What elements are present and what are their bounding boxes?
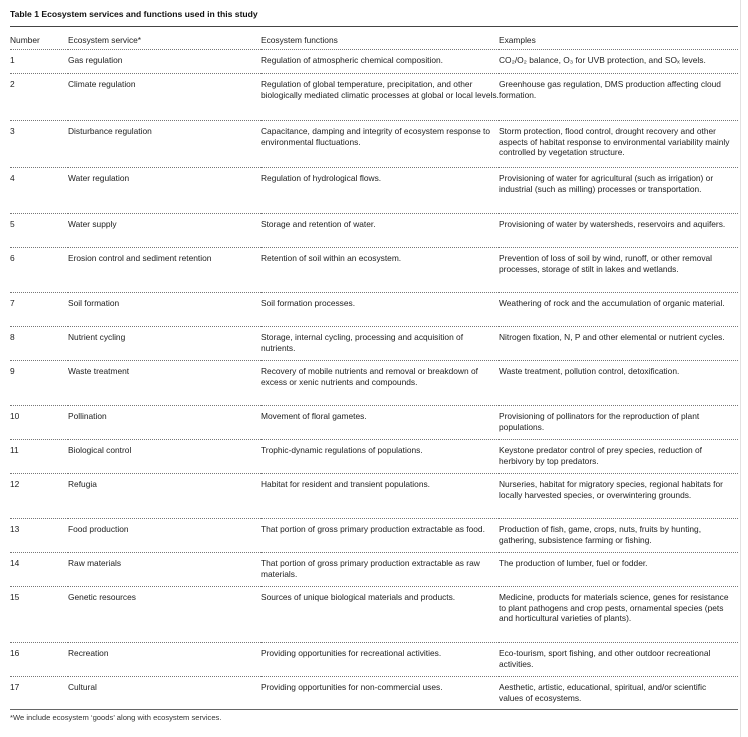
table-row	[10, 587, 738, 643]
cell-example: The production of lumber, fuel or fodder.	[499, 553, 738, 587]
cell-number: 14	[10, 553, 68, 587]
cell-function: Trophic-dynamic regulations of populations.	[261, 440, 499, 474]
table-row	[10, 643, 738, 677]
cell-service: Genetic resources	[68, 587, 261, 643]
table-row	[10, 248, 738, 293]
ecosystem-services-table	[10, 29, 738, 710]
table-row	[10, 50, 738, 74]
bottom-rule	[10, 709, 738, 710]
cell-function: Recovery of mobile nutrients and removal or breakdown of excess or xenic nutrients and compounds.	[261, 361, 499, 406]
table-row	[10, 440, 738, 474]
cell-function: Regulation of hydrological flows.	[261, 168, 499, 214]
cell-number: 2	[10, 74, 68, 121]
cell-example: Nurseries, habitat for migratory species, regional habitats for locally harvested species, or overwintering grounds.	[499, 474, 738, 519]
header-examples: Examples	[499, 29, 738, 50]
title-rule	[10, 26, 738, 27]
cell-example: Nitrogen fixation, N, P and other elemental or nutrient cycles.	[499, 327, 738, 361]
header-row	[10, 29, 738, 50]
table-row	[10, 121, 738, 168]
cell-service: Food production	[68, 519, 261, 553]
cell-example: Aesthetic, artistic, educational, spiritual, and/or scientific values of ecosystems.	[499, 677, 738, 710]
cell-service: Climate regulation	[68, 74, 261, 121]
cell-service: Erosion control and sediment retention	[68, 248, 261, 293]
cell-number: 7	[10, 293, 68, 327]
cell-service: Cultural	[68, 677, 261, 710]
cell-example: Keystone predator control of prey species, reduction of herbivory by top predators.	[499, 440, 738, 474]
table-title: Table 1 Ecosystem services and functions used in this study	[10, 9, 258, 19]
cell-service: Water supply	[68, 214, 261, 248]
cell-function: Retention of soil within an ecosystem.	[261, 248, 499, 293]
cell-function: Regulation of global temperature, precipitation, and other biologically mediated climatic processes at global or local levels.	[261, 74, 499, 121]
cell-example: Medicine, products for materials science, genes for resistance to plant pathogens and crop pests, ornamental species (pets and horticultural varieties of plants).	[499, 587, 738, 643]
table-row	[10, 74, 738, 121]
cell-service: Recreation	[68, 643, 261, 677]
cell-number: 8	[10, 327, 68, 361]
cell-number: 11	[10, 440, 68, 474]
cell-example: Weathering of rock and the accumulation of organic material.	[499, 293, 738, 327]
cell-service: Nutrient cycling	[68, 327, 261, 361]
cell-function: Sources of unique biological materials and products.	[261, 587, 499, 643]
cell-number: 16	[10, 643, 68, 677]
cell-service: Disturbance regulation	[68, 121, 261, 168]
cell-example: Provisioning of water by watersheds, reservoirs and aquifers.	[499, 214, 738, 248]
cell-function: Providing opportunities for non-commercial uses.	[261, 677, 499, 710]
cell-service: Refugia	[68, 474, 261, 519]
cell-function: Capacitance, damping and integrity of ecosystem response to environmental fluctuations.	[261, 121, 499, 168]
cell-number: 5	[10, 214, 68, 248]
cell-example: Provisioning of pollinators for the reproduction of plant populations.	[499, 406, 738, 440]
table-body	[10, 50, 738, 710]
table-row	[10, 214, 738, 248]
cell-service: Soil formation	[68, 293, 261, 327]
cell-service: Pollination	[68, 406, 261, 440]
cell-function: Habitat for resident and transient populations.	[261, 474, 499, 519]
cell-service: Biological control	[68, 440, 261, 474]
cell-example: CO₂/O₂ balance, O₃ for UVB protection, and SOₓ levels.	[499, 50, 738, 74]
cell-example: Eco-tourism, sport fishing, and other outdoor recreational activities.	[499, 643, 738, 677]
cell-example: Greenhouse gas regulation, DMS production affecting cloud formation.	[499, 74, 738, 121]
cell-number: 9	[10, 361, 68, 406]
cell-function: Providing opportunities for recreational activities.	[261, 643, 499, 677]
table-footnote: *We include ecosystem ‘goods’ along with ecosystem services.	[10, 713, 222, 722]
cell-number: 12	[10, 474, 68, 519]
cell-number: 4	[10, 168, 68, 214]
table-row	[10, 677, 738, 710]
cell-number: 15	[10, 587, 68, 643]
table-row	[10, 168, 738, 214]
cell-example: Waste treatment, pollution control, detoxification.	[499, 361, 738, 406]
cell-function: Regulation of atmospheric chemical composition.	[261, 50, 499, 74]
cell-number: 13	[10, 519, 68, 553]
cell-number: 10	[10, 406, 68, 440]
cell-number: 17	[10, 677, 68, 710]
cell-service: Gas regulation	[68, 50, 261, 74]
cell-function: Storage and retention of water.	[261, 214, 499, 248]
cell-number: 6	[10, 248, 68, 293]
header-service: Ecosystem service*	[68, 29, 261, 50]
cell-function: Storage, internal cycling, processing and acquisition of nutrients.	[261, 327, 499, 361]
page-edge	[740, 0, 741, 737]
table-row	[10, 293, 738, 327]
table-row	[10, 327, 738, 361]
table-row	[10, 519, 738, 553]
table-row	[10, 361, 738, 406]
table-row	[10, 553, 738, 587]
table-row	[10, 406, 738, 440]
cell-number: 3	[10, 121, 68, 168]
cell-function: That portion of gross primary production extractable as raw materials.	[261, 553, 499, 587]
header-number: Number	[10, 29, 68, 50]
cell-example: Production of fish, game, crops, nuts, fruits by hunting, gathering, subsistence farming or fishing.	[499, 519, 738, 553]
cell-function: Soil formation processes.	[261, 293, 499, 327]
cell-example: Storm protection, flood control, drought recovery and other aspects of habitat response to environmental variability mainly controlled by vegetation structure.	[499, 121, 738, 168]
cell-function: Movement of floral gametes.	[261, 406, 499, 440]
cell-number: 1	[10, 50, 68, 74]
table-row	[10, 474, 738, 519]
cell-service: Water regulation	[68, 168, 261, 214]
cell-function: That portion of gross primary production extractable as food.	[261, 519, 499, 553]
header-functions: Ecosystem functions	[261, 29, 499, 50]
cell-example: Prevention of loss of soil by wind, runoff, or other removal processes, storage of stilt in lakes and wetlands.	[499, 248, 738, 293]
cell-service: Raw materials	[68, 553, 261, 587]
cell-service: Waste treatment	[68, 361, 261, 406]
cell-example: Provisioning of water for agricultural (such as irrigation) or industrial (such as milling) processes or transportation.	[499, 168, 738, 214]
